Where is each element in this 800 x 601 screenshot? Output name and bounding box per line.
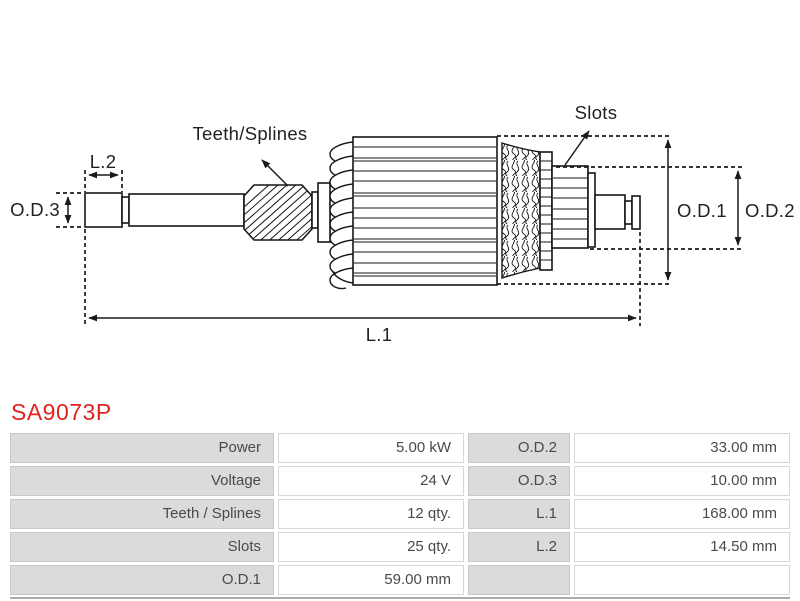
label-l2: L.2 [89,151,117,172]
label-od2: O.D.2 [745,200,795,221]
spec-value: 24 V [278,466,464,496]
shaft-end-disc [632,196,640,229]
spec-value: 25 qty. [278,532,464,562]
label-teeth-splines: Teeth/Splines [192,123,308,144]
lamination-fins [330,142,353,289]
spec-label: Slots [10,532,274,562]
spec-value: 168.00 mm [574,499,790,529]
spec-label: Voltage [10,466,274,496]
shaft-end-right [595,195,625,229]
spec-value: 59.00 mm [278,565,464,595]
spec-label: Power [10,433,274,463]
spec-label: O.D.1 [10,565,274,595]
spline-connector [312,192,318,228]
spec-label: O.D.3 [468,466,570,496]
spec-value: 14.50 mm [574,532,790,562]
table-bottom-border [10,597,790,599]
step-ring [318,183,330,242]
spec-value: 33.00 mm [574,433,790,463]
label-od3: O.D.3 [10,199,60,220]
label-l1: L.1 [365,324,393,345]
shaft-left-assembly [85,193,244,227]
spec-value-empty [574,565,790,595]
end-plate [588,173,595,247]
spec-label: Teeth / Splines [10,499,274,529]
spec-table [10,433,790,595]
spec-label: L.2 [468,532,570,562]
spec-label: L.1 [468,499,570,529]
label-od1: O.D.1 [677,200,727,221]
commutator [540,152,640,270]
label-slots: Slots [574,102,618,123]
spec-value: 5.00 kW [278,433,464,463]
armature-body [353,137,497,285]
shaft-end-step [625,201,632,224]
spec-label: O.D.2 [468,433,570,463]
part-number: SA9073P [11,399,112,425]
spec-label-empty [468,565,570,595]
shaft-neck [122,197,129,223]
winding-end-turns [502,143,540,278]
shaft-end-cap-left [85,193,122,227]
spec-value: 12 qty. [278,499,464,529]
shaft-body [129,194,244,226]
spec-value: 10.00 mm [574,466,790,496]
teeth-splines-leader-arrow [262,160,288,186]
